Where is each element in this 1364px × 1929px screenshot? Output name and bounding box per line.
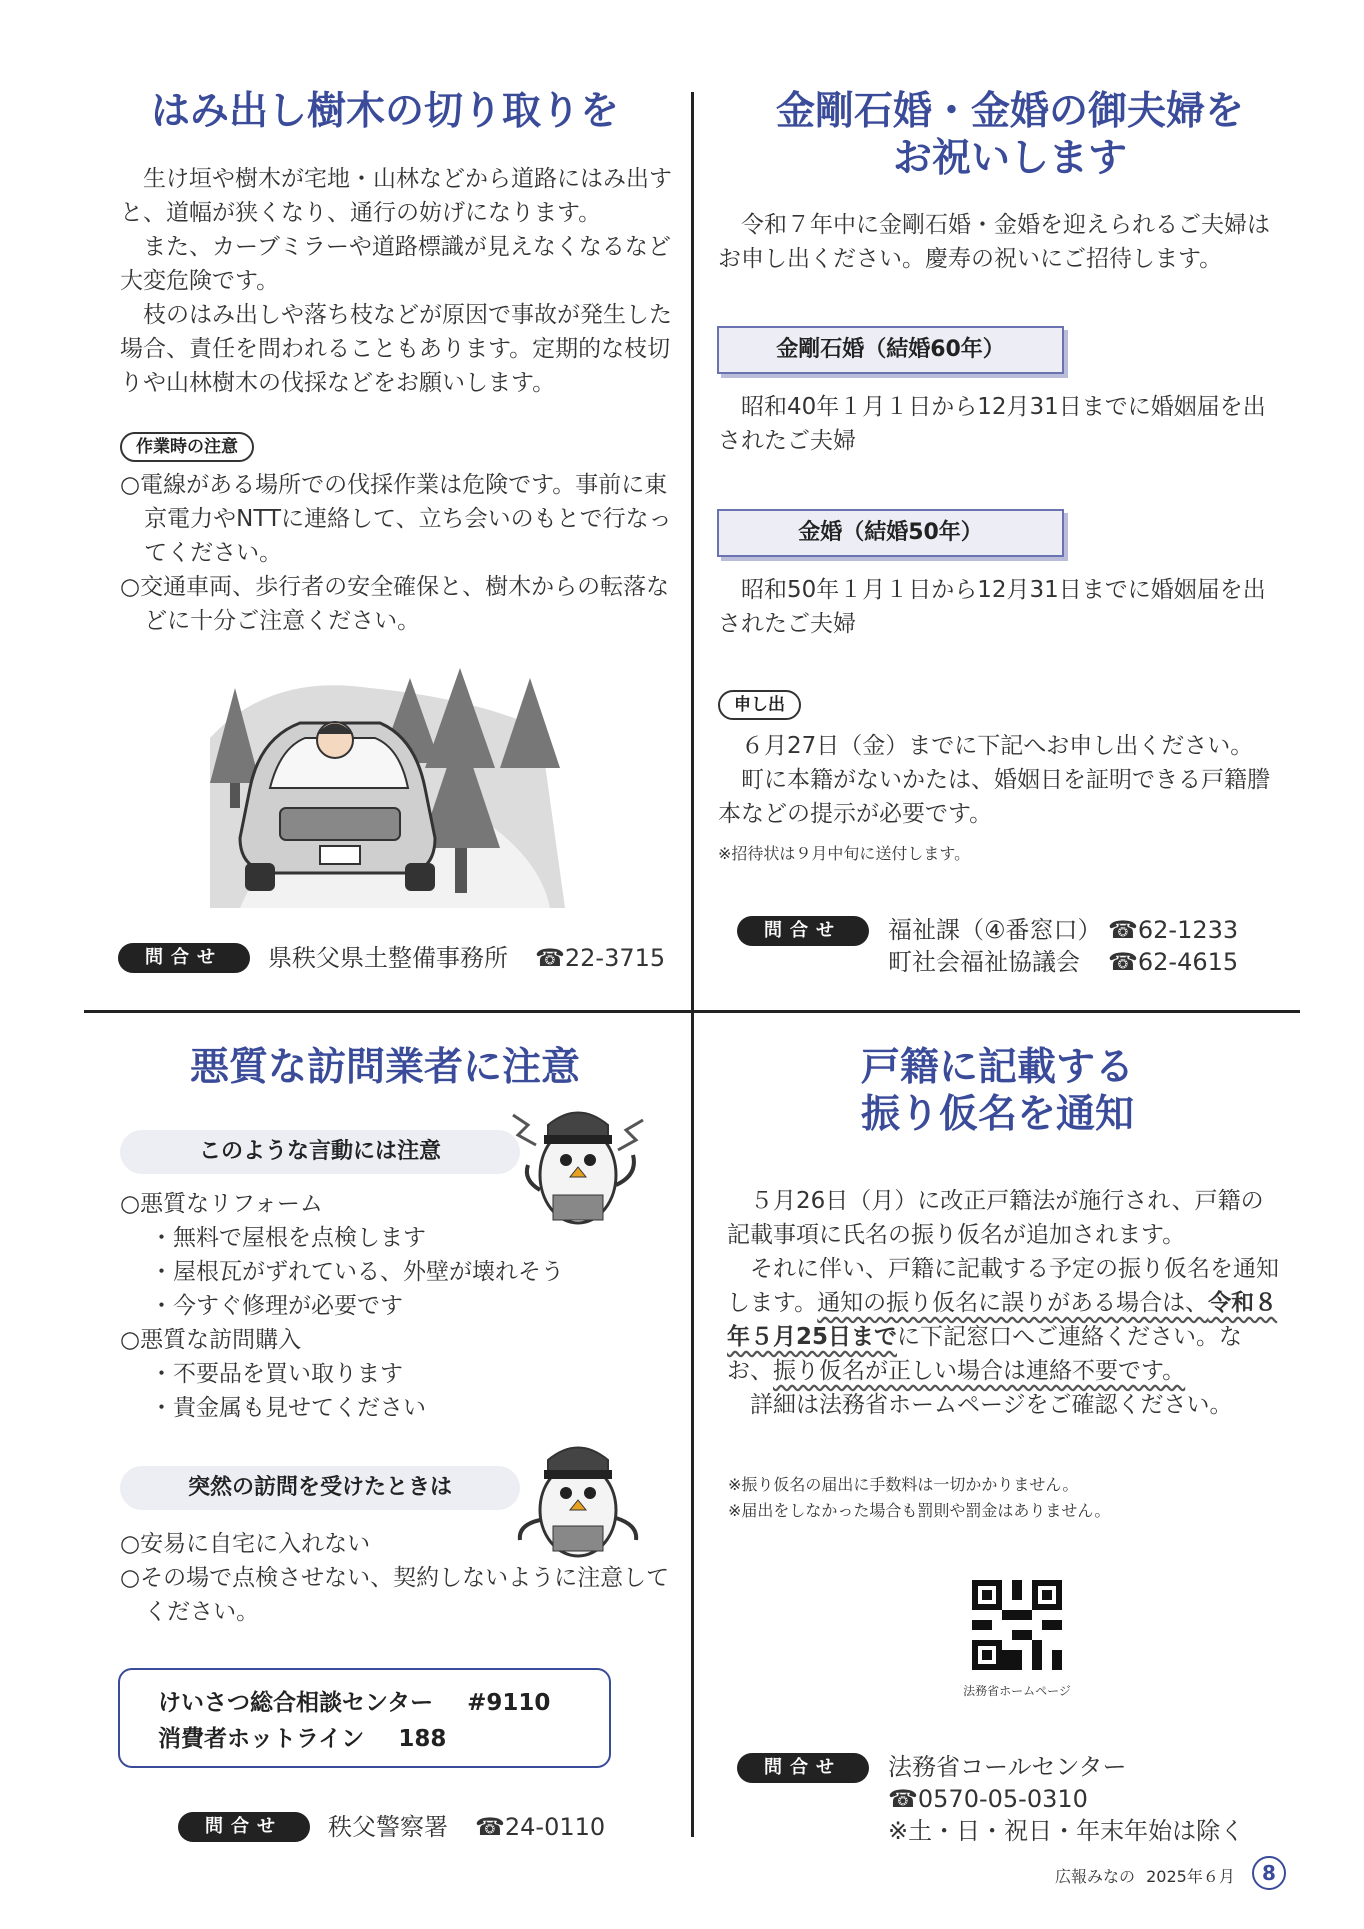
furigana-deadline: 令和８年５月25日まで — [727, 1290, 1278, 1350]
gold-heading: 金婚（結婚50年） — [717, 509, 1064, 557]
apply-tag: 申し出 — [718, 690, 801, 720]
tree-title: はみ出し樹木の切り取りを — [150, 89, 619, 134]
vertical-divider — [691, 92, 694, 1837]
publication-name: 広報みなの — [1055, 1867, 1136, 1886]
scam-item: ・不要品を買い取ります — [150, 1361, 403, 1387]
anniversary-contact2-tel: ☎62-4615 — [1108, 948, 1239, 976]
anniversary-contact1-org: 福祉課（④番窓口） — [888, 916, 1102, 944]
apply-line1: ６月27日（金）までに下記へお申し出ください。 — [741, 733, 1254, 759]
publication-date: 2025年６月 — [1146, 1867, 1235, 1886]
tree-contact-label: 問合せ — [118, 943, 250, 973]
scam-contact-label: 問合せ — [178, 1812, 310, 1842]
furigana-contact-org: 法務省コールセンター — [888, 1753, 1127, 1781]
scam-list-1 — [120, 1187, 680, 1425]
qr-code-icon[interactable] — [972, 1580, 1062, 1670]
scam-item: ・貴金属も見せてください — [150, 1395, 426, 1421]
gold-text — [718, 573, 1283, 641]
scam-item: ・屋根瓦がずれている、外壁が壊れそう — [150, 1259, 564, 1285]
furigana-p2 — [727, 1252, 1282, 1388]
scam-item: ○安易に自宅に入れない — [120, 1531, 371, 1557]
hotline-1 — [158, 1684, 550, 1717]
furigana-contact-label: 問合せ — [737, 1753, 869, 1783]
furigana-title — [720, 1044, 1275, 1138]
tree-paragraph: また、カーブミラーや道路標識が見えなくなるなど大変危険です。 — [120, 234, 671, 294]
scam-item: ・今すぐ修理が必要です — [150, 1293, 403, 1319]
diamond-heading: 金剛石婚（結婚60年） — [717, 326, 1064, 374]
scam-heading-2: 突然の訪問を受けたときは — [120, 1466, 520, 1510]
tree-body — [120, 162, 675, 400]
scam-list-2 — [120, 1527, 680, 1629]
diamond-text — [718, 390, 1283, 458]
hotline-1-number: #9110 — [467, 1690, 551, 1716]
scam-item: ○その場で点検させない、契約しないように注意してください。 — [120, 1565, 670, 1625]
hotline-box — [118, 1668, 611, 1768]
furigana-note-2: ※届出をしなかった場合も罰則や罰金はありません。 — [728, 1501, 1111, 1520]
anniversary-contact2-org: 町社会福祉協議会 — [888, 948, 1080, 976]
furigana-title-line1: 戸籍に記載する — [860, 1045, 1134, 1090]
scam-heading-1: このような言動には注意 — [120, 1130, 520, 1174]
tree-paragraph: 枝のはみ出しや落ち枝などが原因で事故が発生した場合、責任を問われることもあります。定期的な枝切りや山林樹木の伐採などをお願いします。 — [120, 302, 672, 396]
anniversary-intro-text: 令和７年中に金剛石婚・金婚を迎えられるご夫婦はお申し出ください。慶寿の祝いにご招待します。 — [718, 212, 1270, 272]
hotline-2-name: 消費者ホットライン — [158, 1726, 365, 1752]
scam-item: ○悪質な訪問購入 — [120, 1327, 302, 1353]
furigana-contact-note: ※土・日・祝日・年末年始は除く — [888, 1817, 1245, 1845]
anniversary-title — [720, 88, 1300, 182]
anniversary-contact1-tel: ☎62-1233 — [1108, 916, 1239, 944]
furigana-contact-tel: ☎0570-05-0310 — [888, 1785, 1088, 1813]
tree-paragraph: 生け垣や樹木が宅地・山林などから道路にはみ出すと、道幅が狭くなり、通行の妨げになります。 — [120, 166, 672, 226]
car-forest-illustration — [210, 668, 565, 908]
anniversary-title-line1: 金剛石婚・金婚の御夫婦を — [775, 89, 1244, 134]
tree-contact-tel: ☎22-3715 — [535, 944, 666, 972]
furigana-p1: ５月26日（月）に改正戸籍法が施行され、戸籍の記載事項に氏名の振り仮名が追加されます。 — [727, 1188, 1264, 1248]
scam-contact-tel: ☎24-0110 — [475, 1813, 606, 1841]
horizontal-divider — [84, 1010, 1300, 1013]
furigana-p2a: それに伴い、戸籍に記載する予定の振り仮名を通知します。 — [727, 1256, 1279, 1316]
scam-item: ・無料で屋根を点検します — [150, 1225, 426, 1251]
furigana-p2d: に下記窓口へご連絡ください。なお、 — [727, 1324, 1243, 1384]
furigana-p3: 詳細は法務省ホームページをご確認ください。 — [750, 1392, 1233, 1418]
caution-item: ○電線がある場所での伐採作業は危険です。事前に東京電力やNTTに連絡して、立ち会いのもとで行なってください。 — [120, 472, 672, 566]
hotline-2-number: 188 — [398, 1726, 447, 1752]
anniversary-title-line2: お祝いします — [892, 136, 1127, 181]
furigana-note-1: ※振り仮名の届出に手数料は一切かかりません。 — [728, 1475, 1079, 1494]
tree-contact-org: 県秩父県土整備事務所 — [268, 944, 508, 972]
gold-text-content: 昭和50年１月１日から12月31日までに婚姻届を出されたご夫婦 — [718, 577, 1266, 637]
furigana-p2e: 振り仮名が正しい場合は連絡不要です。 — [773, 1358, 1186, 1384]
hotline-2 — [158, 1720, 446, 1753]
caution-item: ○交通車両、歩行者の安全確保と、樹木からの転落などに十分ご注意ください。 — [120, 574, 670, 634]
qr-caption: 法務省ホームページ — [963, 1684, 1071, 1698]
apply-line2: 町に本籍がないかたは、婚姻日を証明できる戸籍謄本などの提示が必要です。 — [718, 767, 1270, 827]
caution-list — [120, 468, 675, 638]
diamond-text-content: 昭和40年１月１日から12月31日までに婚姻届を出されたご夫婦 — [718, 394, 1266, 454]
apply-body — [718, 729, 1283, 831]
anniversary-contact-label: 問合せ — [737, 916, 869, 946]
apply-note: ※招待状は９月中旬に送付します。 — [718, 844, 971, 863]
furigana-body — [727, 1184, 1282, 1422]
footer — [1055, 1864, 1235, 1887]
furigana-p2b: 通知の振り仮名に誤りがある場合は、 — [817, 1290, 1209, 1316]
caution-tag: 作業時の注意 — [120, 432, 254, 462]
furigana-title-line2: 振り仮名を通知 — [860, 1092, 1134, 1137]
scam-title: 悪質な訪問業者に注意 — [189, 1045, 580, 1090]
scam-contact-org: 秩父警察署 — [328, 1813, 448, 1841]
anniversary-intro — [718, 208, 1283, 276]
hotline-1-name: けいさつ総合相談センター — [158, 1690, 434, 1716]
page-number: 8 — [1252, 1856, 1286, 1890]
scam-item: ○悪質なリフォーム — [120, 1191, 323, 1217]
